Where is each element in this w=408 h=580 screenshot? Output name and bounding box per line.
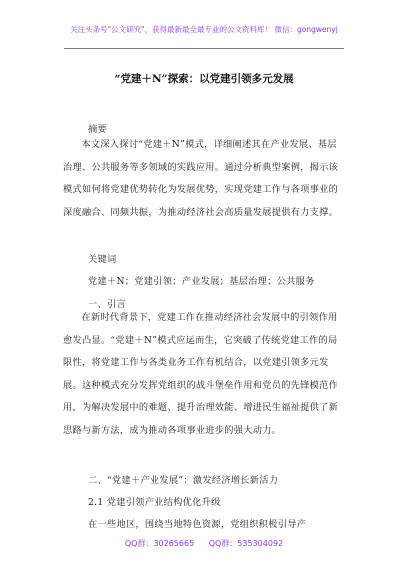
section-1-paragraph: 在新时代背景下，党建工作在推动经济社会发展中的引领作用愈发凸显。“党建＋N”模式应运而生，它突破了传统党建工作的局限性，将党建工作与各类业务工作有机结合，以党建引领多元发展。这种模式充分发挥党组织的战斗堡垒作用和党员的先锋模范作用，为解决发展中的难题、提升治理效能、增进民生福祉提供了新思路与新方法，成为推动各项事业进步的强大动力。 [63, 312, 339, 436]
header-divider [64, 48, 344, 49]
section-2-1-paragraph-start: 在一些地区，围绕当地特色资源，党组织积极引导产 [88, 519, 307, 530]
section-2-heading: 二、“党建＋产业发展”：激发经济增长新活力 [88, 475, 279, 486]
abstract-paragraph: 本文深入探讨“党建＋N”模式，详细阐述其在产业发展、基层治理、公共服务等多领域的实践应用。通过分析典型案例，揭示该模式如何将党建优势转化为发展优势，实现党建工作与各项事业的深度融合、同频共振，为推动经济社会高质量发展提供有力支撑。 [63, 139, 339, 218]
footer-qq-group-2: QQ群：535304092 [208, 539, 284, 548]
section-1-heading: 一、引言 [88, 299, 126, 310]
section-2-1-heading: 2.1 党建引领产业结构优化升级 [88, 497, 221, 508]
document-title: “党建＋N”探索：以党建引领多元发展 [114, 73, 294, 85]
footer-qq-group-1: QQ群：30265665 [124, 539, 195, 548]
footer-qq-groups [0, 538, 408, 549]
keywords-list: 党建＋N；党建引领；产业发展；基层治理；公共服务 [88, 276, 315, 287]
abstract-heading: 摘要 [88, 124, 107, 135]
keywords-heading: 关键词 [88, 254, 117, 265]
header-promo-note: 关注头条号"公文研究"，获得最新最全最专业的公文资料库！ 微信：gongwenyj [70, 25, 338, 34]
